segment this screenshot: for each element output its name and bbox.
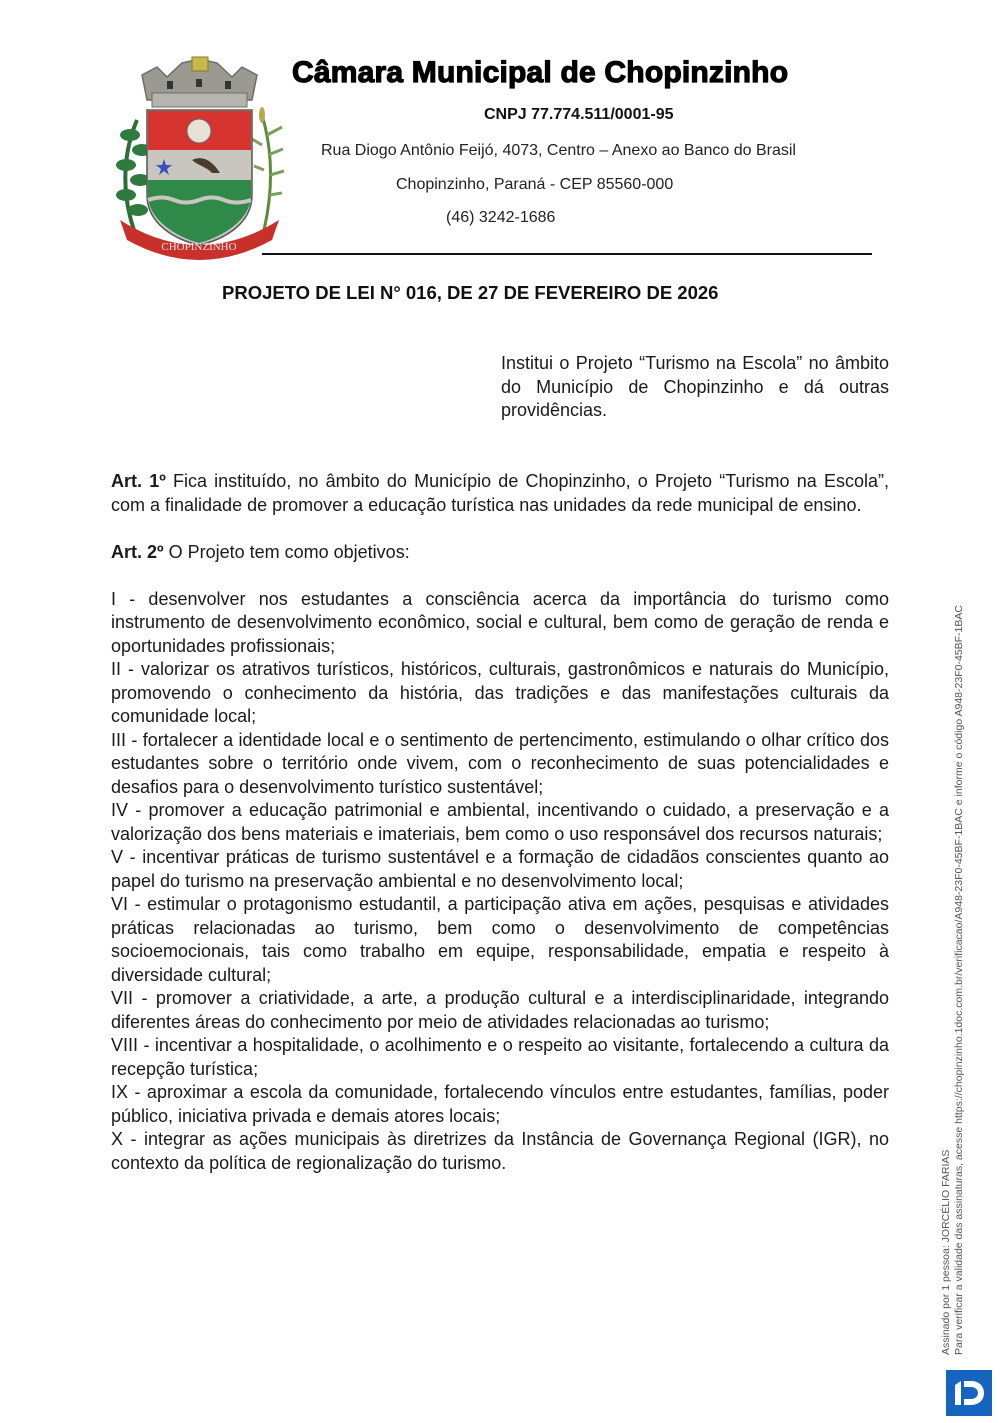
- corn-stalk-icon: [252, 107, 284, 230]
- article-label: Art. 1º: [111, 471, 166, 491]
- objective-item: III - fortalecer a identidade local e o sentimento de pertencimento, estimulando o olhar crítico dos estudantes sobre o território onde vivem, com o reconhecimento de suas potencialidades e desafios para o desenvolvimento turístico sustentável;: [111, 729, 889, 797]
- objective-item: I - desenvolver nos estudantes a consciência acerca da importância do turismo como instrumento de desenvolvimento econômico, social e cultural, bem como de geração de renda e oportunidades profissionais;: [111, 588, 889, 656]
- organization-name: Câmara Municipal de Chopinzinho: [292, 56, 789, 89]
- header-divider: [262, 253, 872, 255]
- objective-item: VIII - incentivar a hospitalidade, o acolhimento e o respeito ao visitante, fortalecendo a cultura da recepção turística;: [111, 1035, 889, 1079]
- article-text: Fica instituído, no âmbito do Município de Chopinzinho, o Projeto “Turismo na Escola”, com a finalidade de promover a educação turística nas unidades da rede municipal de ensino.: [111, 471, 889, 515]
- ementa: Institui o Projeto “Turismo na Escola” no âmbito do Município de Chopinzinho e dá outras providências.: [501, 353, 889, 420]
- document-body: [111, 470, 889, 1175]
- objective-item: VI - estimular o protagonismo estudantil, a participação ativa em ações, pesquisas e atividades práticas relacionadas ao turismo, bem como o desenvolvimento de competências socioemocionais, tais como trabalho em equipe, responsabilidade, empatia e respeito à diversidade cultural;: [111, 894, 889, 985]
- objective-item: IX - aproximar a escola da comunidade, fortalecendo vínculos entre estudantes, famílias, poder público, iniciativa privada e demais atores locais;: [111, 1082, 889, 1126]
- address-line-1: Rua Diogo Antônio Feijó, 4073, Centro – Anexo ao Banco do Brasil: [321, 142, 796, 159]
- municipal-crest-logo: [112, 55, 287, 260]
- article-2: [111, 541, 889, 565]
- article-label: Art. 2º: [111, 541, 164, 562]
- objective-item: IV - promover a educação patrimonial e ambiental, incentivando o cuidado, a preservação e a valorização dos bens materiais e imateriais, bem como o uso responsável dos recursos naturais;: [111, 800, 889, 844]
- phone-number: (46) 3242-1686: [446, 209, 556, 226]
- 1doc-logo-icon: [946, 1370, 992, 1416]
- article-1: [111, 470, 889, 517]
- signature-stamp: [940, 605, 966, 1355]
- crest-ribbon-text: CHOPINZINHO: [161, 241, 237, 253]
- objective-item: VII - promover a criatividade, a arte, a produção cultural e a interdisciplinaridade, integrando diferentes áreas do conhecimento por meio de atividades relacionadas ao turismo;: [111, 988, 889, 1032]
- objective-item: V - incentivar práticas de turismo sustentável e a formação de cidadãos conscientes quanto ao papel do turismo na preservação ambiental e no desenvolvimento local;: [111, 847, 889, 891]
- verification-link[interactable]: Para verificar a validade das assinaturas, acesse https://chopinzinho.1doc.com.br/verificacao/A948-23F0-45BF-1BAC e informe o código A948-23F0-45BF-1BAC: [953, 605, 965, 1355]
- signed-by-text: Assinado por 1 pessoa: JORCÉLIO FARIAS: [940, 1149, 952, 1355]
- objectives-list: [111, 588, 889, 1176]
- document-title: PROJETO DE LEI N° 016, DE 27 DE FEVEREIRO DE 2026: [222, 282, 719, 303]
- objective-item: II - valorizar os atrativos turísticos, históricos, culturais, gastronômicos e naturais do Município, promovendo o conhecimento da história, das tradições e das manifestações culturais da comunidade local;: [111, 659, 889, 726]
- crown-icon: [142, 57, 257, 107]
- article-text: O Projeto tem como objetivos:: [163, 541, 410, 562]
- cnpj: CNPJ 77.774.511/0001-95: [484, 106, 674, 123]
- address-line-2: Chopinzinho, Paraná - CEP 85560-000: [396, 176, 674, 193]
- objective-item: X - integrar as ações municipais às diretrizes da Instância de Governança Regional (IGR), no contexto da política de regionalização do turismo.: [111, 1129, 889, 1173]
- shield-icon: [147, 110, 252, 245]
